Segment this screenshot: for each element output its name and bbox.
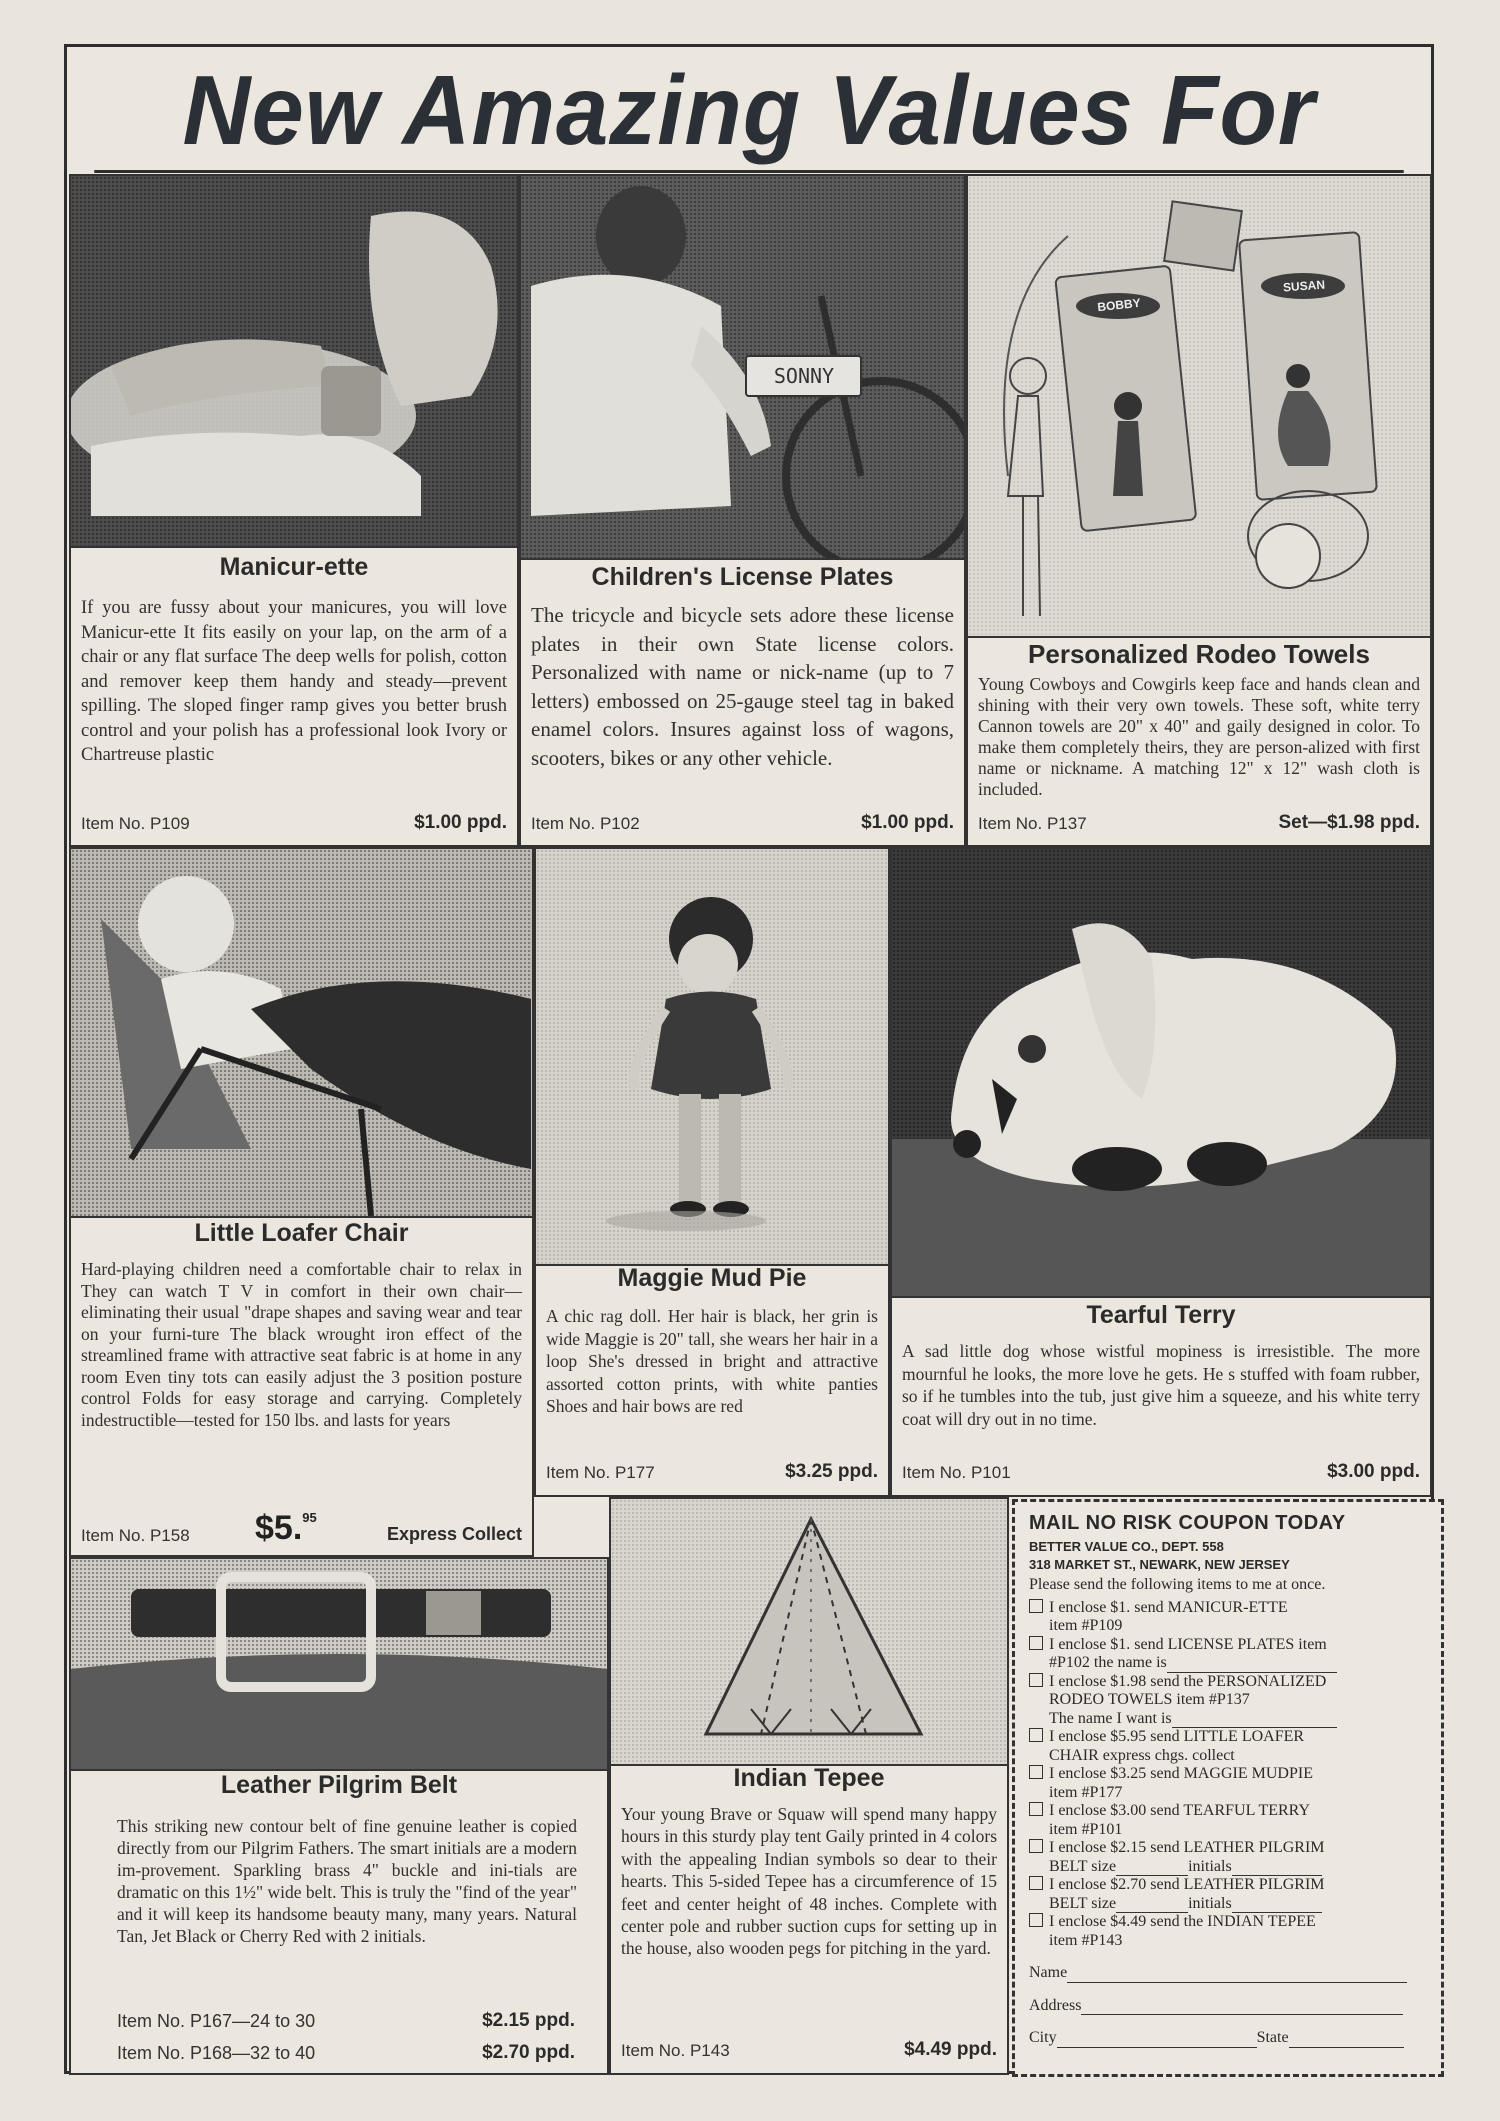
rodeo-towels-illustration [968, 176, 1430, 636]
option-rodeo-towels[interactable]: I enclose $1.98 send the PERSONALIZED [1029, 1673, 1427, 1692]
rodeo-towels-photo [968, 176, 1430, 638]
option-terry[interactable]: I enclose $3.00 send TEARFUL TERRY [1029, 1802, 1427, 1821]
license-plates-photo [521, 176, 964, 560]
belt-item-no-1: Item No. P167—24 to 30 [117, 2011, 316, 2031]
coupon-intro: Please send the following items to me at once. [1029, 1576, 1326, 1593]
option-loafer-chair-item: CHAIR express chgs. collect [1049, 1746, 1235, 1764]
order-coupon[interactable] [1012, 1499, 1444, 2077]
maggie-desc: A chic rag doll. Her hair is black, her grin is wide Maggie is 20" tall, she wears her hair in a loop She's dressed in bright and attractive assorted cotton prints, with white panties Shoes and hair bows are red [546, 1306, 878, 1416]
rodeo-towels-desc: Young Cowboys and Cowgirls keep face and hands clean and shining with their very own towels. These soft, white terry Cannon towels are 20" x 40" and gaily designed in color. To make them completely theirs, they are person-alized with first name or nickname. A matching 12" x 12" wash cloth is included. [978, 674, 1420, 799]
belt-item-no-2: Item No. P168—32 to 40 [117, 2043, 316, 2063]
license-plates-price: $1.00 ppd. [861, 812, 954, 833]
terry-title: Tearful Terry [1086, 1301, 1236, 1329]
loafer-chair-price-dollars: $5. [255, 1509, 303, 1547]
belt-desc: This striking new contour belt of fine genuine leather is copied directly from our Pilgrim Fathers. The smart initials are a modern im-provement. Sparkling brass 4" buckle and ini-tials are dramatic on this 1½" wide belt. This is truly the "find of the year" and it will keep its handsome beauty many, many years. Natural Tan, Jet Black or Cherry Red with 2 initials. [117, 1816, 577, 1946]
maggie-title: Maggie Mud Pie [617, 1264, 807, 1292]
maggie-photo [536, 849, 888, 1266]
option-tepee-item: item #P143 [1049, 1931, 1123, 1949]
belt-title: Leather Pilgrim Belt [220, 1771, 458, 1799]
checkbox[interactable] [1029, 1765, 1043, 1779]
headline: New Amazing Values For [94, 47, 1403, 173]
option-manicurette-item: item #P109 [1049, 1617, 1123, 1634]
license-plates-item-no: Item No. P102 [531, 814, 640, 833]
license-plate-text: SONNY [773, 364, 835, 388]
option-license-plates[interactable]: I enclose $1. send LICENSE PLATES item [1029, 1636, 1427, 1655]
loafer-chair-desc: Hard-playing children need a comfortable chair to relax in They can watch T V in comfort in their own chair—eliminating their usual "drape shapes and saving wear and tear on your furni-ture The black wrought iron effect of the streamlined frame with attractive seat fabric is at home in any room Even tiny tots can easily adjust the 3 position posture control Folds for easy storage and carrying. Completely indestructible—tested for 150 lbs. and lasts for years [81, 1259, 522, 1430]
towel-name-susan: SUSAN [1282, 277, 1326, 295]
manicurette-photo [71, 176, 517, 548]
loafer-chair-price-cents: 95 [302, 1510, 317, 1525]
name-field[interactable]: Name [1029, 1964, 1427, 1983]
ad-page [64, 44, 1434, 2074]
terry-item-no: Item No. P101 [902, 1463, 1011, 1482]
towel-name-bobby: BOBBY [1096, 295, 1142, 315]
checkbox[interactable] [1029, 1876, 1043, 1890]
checkbox[interactable] [1029, 1599, 1043, 1613]
tepee-title: Indian Tepee [733, 1764, 885, 1792]
manicurette-item-no: Item No. P109 [81, 814, 190, 833]
checkbox[interactable] [1029, 1802, 1043, 1816]
indian-tepee-illustration [611, 1499, 1007, 1764]
license-plates-title: Children's License Plates [591, 563, 894, 591]
terry-photo [892, 849, 1430, 1298]
tepee-item-no: Item No. P143 [621, 2041, 730, 2060]
pilgrim-belt-illustration [71, 1559, 607, 1769]
address-blank[interactable] [1081, 2014, 1403, 2015]
product-pilgrim-belt [69, 1557, 609, 2075]
product-indian-tepee [609, 1497, 1009, 2075]
name-blank[interactable] [1067, 1982, 1407, 1983]
option-rodeo-towels-item: RODEO TOWELS item #P137 [1049, 1691, 1250, 1708]
option-belt-small-details: BELT size initials [1029, 1858, 1427, 1877]
rodeo-towels-price: Set—$1.98 ppd. [1278, 812, 1420, 833]
product-license-plates [519, 174, 966, 847]
terry-price: $3.00 ppd. [1327, 1461, 1420, 1482]
coupon-options [1029, 1599, 1427, 1951]
option-loafer-chair[interactable]: I enclose $5.95 send LITTLE LOAFER [1029, 1728, 1427, 1747]
coupon-title: MAIL NO RISK COUPON TODAY [1029, 1512, 1346, 1534]
checkbox[interactable] [1029, 1839, 1043, 1853]
manicurette-desc: If you are fussy about your manicures, you will love Manicur-ette It fits easily on your lap, on the arm of a chair or any flat surface The deep wells for polish, cotton and remover keep them handy and steady—prevent spilling. The sloped finger ramp gives you better brush control and your polish has a professional look Ivory or Chartreuse plastic [81, 598, 507, 765]
loafer-chair-price [255, 1509, 317, 1548]
maggie-doll-illustration [536, 849, 888, 1264]
checkbox[interactable] [1029, 1636, 1043, 1650]
belt-price-2: $2.70 ppd. [482, 2042, 575, 2063]
product-manicurette [69, 174, 519, 847]
state-blank[interactable] [1289, 2047, 1404, 2048]
option-manicurette[interactable]: I enclose $1. send MANICUR-ETTE [1029, 1599, 1427, 1618]
manicurette-title: Manicur-ette [219, 553, 369, 581]
rodeo-towels-item-no: Item No. P137 [978, 814, 1087, 833]
option-belt-large-details: BELT size initials [1029, 1895, 1427, 1914]
license-plates-desc: The tricycle and bicycle sets adore these license plates in their own State license colors. Personalized with name or nick-name (up to 7 letters) embossed on 25-gauge steel tag in baked enamel colors. Insures against loss of wagons, scooters, bikes or any other vehicle. [531, 603, 954, 770]
city-state-field[interactable]: City State [1029, 2029, 1427, 2048]
option-license-plates-name: #P102 the name is [1029, 1654, 1427, 1673]
belt-photo [71, 1559, 607, 1771]
option-belt-large[interactable]: I enclose $2.70 send LEATHER PILGRIM [1029, 1876, 1427, 1895]
tepee-photo [611, 1499, 1007, 1766]
terry-desc: A sad little dog whose wistful mopiness is irresistible. The more mournful he looks, the more love he gets. He s stuffed with foam rubber, so if he tumbles into the tub, just give him a squeeze, and his white terry coat will dry out in no time. [902, 1341, 1420, 1429]
product-tearful-terry [890, 847, 1432, 1497]
option-belt-small[interactable]: I enclose $2.15 send LEATHER PILGRIM [1029, 1839, 1427, 1858]
loafer-chair-item-no: Item No. P158 [81, 1526, 190, 1545]
maggie-item-no: Item No. P177 [546, 1463, 655, 1482]
checkbox[interactable] [1029, 1673, 1043, 1687]
city-blank[interactable] [1057, 2047, 1257, 2048]
license-plates-illustration [521, 176, 964, 558]
loafer-chair-illustration [71, 849, 532, 1216]
product-rodeo-towels [966, 174, 1432, 847]
tepee-price: $4.49 ppd. [904, 2039, 997, 2060]
product-maggie-mud-pie [534, 847, 890, 1497]
option-tepee[interactable]: I enclose $4.49 send the INDIAN TEPEE [1029, 1913, 1427, 1932]
option-maggie[interactable]: I enclose $3.25 send MAGGIE MUDPIE [1029, 1765, 1427, 1784]
checkbox[interactable] [1029, 1728, 1043, 1742]
product-loafer-chair [69, 847, 534, 1557]
coupon-company: BETTER VALUE CO., DEPT. 558 [1029, 1539, 1224, 1554]
rodeo-towels-title: Personalized Rodeo Towels [1028, 639, 1370, 669]
tepee-desc: Your young Brave or Squaw will spend many happy hours in this sturdy play tent Gaily printed in 4 colors with the appealing Indian symbols so dear to their hearts. This 5-sided Tepee has a circumference of 15 feet and center height of 48 inches. Complete with center pole and rubber suction cups for setting up in the house, also wooden pegs for pitching in the yard. [621, 1804, 997, 1959]
loafer-chair-price-note: Express Collect [386, 1524, 522, 1544]
checkbox[interactable] [1029, 1913, 1043, 1927]
address-field[interactable]: Address [1029, 1997, 1427, 2016]
option-maggie-item: item #P177 [1049, 1783, 1123, 1801]
loafer-chair-photo [71, 849, 532, 1218]
tearful-terry-illustration [892, 849, 1430, 1296]
manicurette-price: $1.00 ppd. [414, 812, 507, 833]
belt-price-1: $2.15 ppd. [482, 2010, 575, 2031]
option-rodeo-towels-name: The name I want is [1029, 1710, 1427, 1729]
coupon-address: 318 MARKET ST., NEWARK, NEW JERSEY [1029, 1557, 1290, 1572]
maggie-price: $3.25 ppd. [785, 1461, 878, 1482]
manicurette-illustration [71, 176, 517, 546]
loafer-chair-title: Little Loafer Chair [194, 1219, 409, 1247]
option-terry-item: item #P101 [1049, 1820, 1123, 1838]
